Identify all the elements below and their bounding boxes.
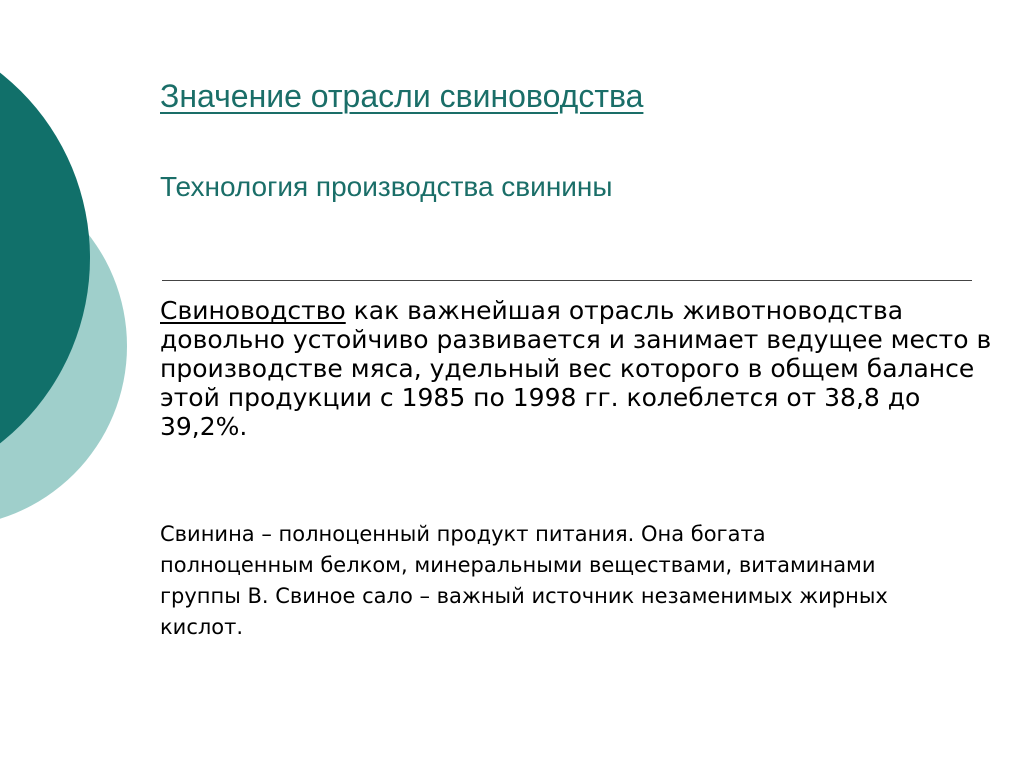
second-paragraph: Свинина – полноценный продукт питания. Она богата полноценным белком, минеральными веществами, витаминами группы В. Свиное сало – важный источник незаменимых жирных кислот. bbox=[160, 522, 888, 639]
slide-title: Значение отрасли свиноводства bbox=[160, 78, 644, 114]
divider-line bbox=[162, 280, 972, 281]
main-paragraph-lead: Свиноводство bbox=[160, 296, 346, 325]
slide-subtitle: Технология производства свинины bbox=[160, 171, 613, 202]
main-paragraph bbox=[160, 296, 1000, 441]
main-paragraph-text: как важнейшая отрасль животноводства довольно устойчиво развивается и занимает ведущее место в производстве мяса, удельный вес которого в общем балансе этой продукции с 1985 по 1998 гг. колеблется от 38,8 до 39,2%. bbox=[160, 296, 992, 441]
